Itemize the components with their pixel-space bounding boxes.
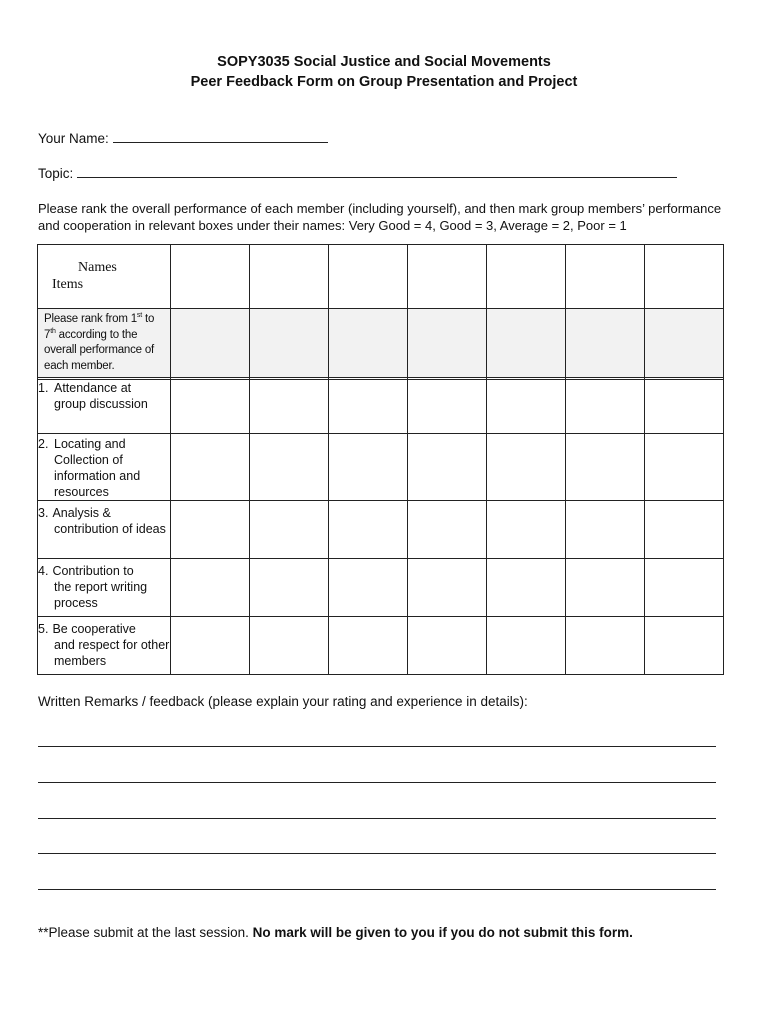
score-cell[interactable] [408, 617, 487, 675]
table-row [38, 434, 724, 501]
score-cell[interactable] [645, 380, 724, 434]
score-cell[interactable] [250, 501, 329, 559]
score-cell[interactable] [645, 617, 724, 675]
item-label: 1. Attendance at group discussion [38, 380, 171, 434]
rank-row [38, 309, 724, 378]
remarks-line[interactable] [38, 746, 716, 747]
member-name-cell[interactable] [645, 245, 724, 309]
score-cell[interactable] [566, 380, 645, 434]
score-cell[interactable] [487, 617, 566, 675]
topic-blank[interactable] [77, 165, 677, 178]
remarks-line[interactable] [38, 853, 716, 854]
score-cell[interactable] [250, 617, 329, 675]
submission-warning: No mark will be given to you if you do not submit this form. [252, 925, 633, 940]
score-cell[interactable] [329, 617, 408, 675]
score-cell[interactable] [487, 380, 566, 434]
score-cell[interactable] [171, 559, 250, 617]
remarks-line[interactable] [38, 818, 716, 819]
remarks-line[interactable] [38, 889, 716, 890]
rank-cell[interactable] [566, 309, 645, 378]
rank-instruction-cell [38, 309, 171, 378]
submission-note [38, 925, 633, 940]
rank-instruction: Please rank from 1st to 7th according to the overall performance of each member. [44, 312, 155, 372]
member-name-cell[interactable] [566, 245, 645, 309]
score-cell[interactable] [171, 380, 250, 434]
remarks-line[interactable] [38, 782, 716, 783]
name-field [38, 130, 328, 146]
score-cell[interactable] [566, 559, 645, 617]
score-cell[interactable] [329, 380, 408, 434]
score-cell[interactable] [408, 434, 487, 501]
name-blank[interactable] [113, 130, 328, 143]
score-cell[interactable] [566, 617, 645, 675]
member-name-cell[interactable] [329, 245, 408, 309]
score-cell[interactable] [487, 501, 566, 559]
score-cell[interactable] [645, 559, 724, 617]
table-row [38, 617, 724, 675]
name-label: Your Name: [38, 131, 109, 146]
rank-cell[interactable] [171, 309, 250, 378]
score-cell[interactable] [171, 434, 250, 501]
item-label: 4. Contribution to the report writing process [38, 559, 171, 617]
table-row [38, 501, 724, 559]
item-label: 5. Be cooperative and respect for other members [38, 617, 171, 675]
remarks-label: Written Remarks / feedback (please explain your rating and experience in details): [38, 694, 528, 709]
submission-note-text: **Please submit at the last session. [38, 925, 253, 940]
rank-cell[interactable] [487, 309, 566, 378]
form-title: Peer Feedback Form on Group Presentation and Project [190, 74, 578, 90]
table-row [38, 559, 724, 617]
score-cell[interactable] [171, 501, 250, 559]
score-cell[interactable] [566, 501, 645, 559]
score-cell[interactable] [645, 501, 724, 559]
member-name-cell[interactable] [408, 245, 487, 309]
member-name-cell[interactable] [171, 245, 250, 309]
course-title: SOPY3035 Social Justice and Social Movements [217, 54, 551, 70]
score-cell[interactable] [408, 501, 487, 559]
member-name-cell[interactable] [487, 245, 566, 309]
topic-label: Topic: [38, 166, 74, 181]
score-cell[interactable] [250, 380, 329, 434]
rank-cell[interactable] [329, 309, 408, 378]
header-row [38, 245, 724, 309]
score-cell[interactable] [329, 434, 408, 501]
topic-field [38, 165, 677, 181]
instructions: Please rank the overall performance of each member (including yourself), and then mark group members’ performance and cooperation in relevant boxes under their names: Very Good = 4, Good = 3, Average = 2, Poor = 1 [38, 201, 722, 233]
score-cell[interactable] [171, 617, 250, 675]
score-cell[interactable] [487, 559, 566, 617]
item-label: 2. Locating and Collection of information and resources [38, 434, 171, 501]
score-cell[interactable] [250, 434, 329, 501]
member-name-cell[interactable] [250, 245, 329, 309]
rank-cell[interactable] [645, 309, 724, 378]
rank-cell[interactable] [408, 309, 487, 378]
score-cell[interactable] [329, 501, 408, 559]
names-label: Names [78, 260, 117, 275]
score-cell[interactable] [408, 380, 487, 434]
score-cell[interactable] [645, 434, 724, 501]
score-cell[interactable] [487, 434, 566, 501]
score-cell[interactable] [250, 559, 329, 617]
score-cell[interactable] [566, 434, 645, 501]
score-cell[interactable] [408, 559, 487, 617]
items-label: Items [52, 277, 84, 292]
table-row [38, 380, 724, 434]
corner-cell [38, 245, 171, 309]
rank-cell[interactable] [250, 309, 329, 378]
rating-table [37, 244, 724, 675]
score-cell[interactable] [329, 559, 408, 617]
item-label: 3. Analysis & contribution of ideas [38, 501, 171, 559]
